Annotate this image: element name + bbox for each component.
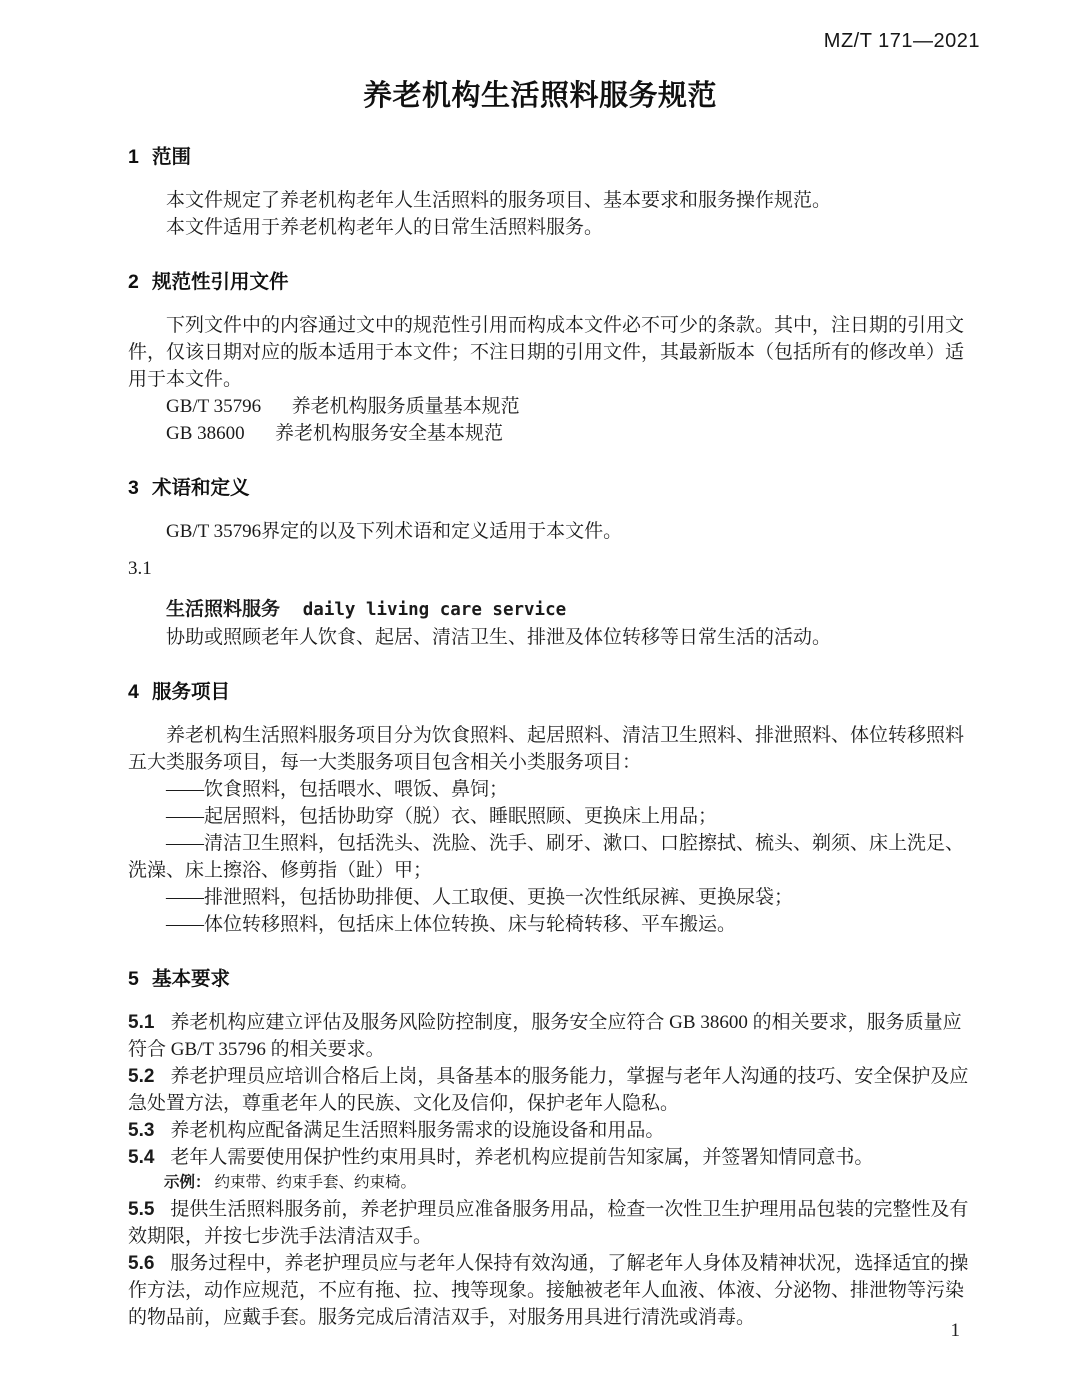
section-number: 2: [128, 271, 139, 293]
dash-list-item: ——起居照料，包括协助穿（脱）衣、睡眠照顾、更换床上用品；: [166, 806, 718, 827]
reference-item: [128, 393, 980, 420]
section-heading-text: 范围: [152, 146, 192, 168]
section-heading-text: 规范性引用文件: [152, 271, 289, 293]
dash-list-item: ——排泄照料，包括协助排便、人工取便、更换一次性纸尿裤、更换尿袋；: [166, 887, 794, 908]
clause: [128, 1196, 980, 1250]
section-number: 1: [128, 146, 139, 168]
example-text: 约束带、约束手套、约束椅。: [214, 1174, 417, 1191]
section-basic-requirements: [128, 966, 980, 1331]
section-terms-and-definitions: [128, 475, 980, 651]
section-heading: [128, 269, 980, 296]
dash-list-item: ——清洁卫生照料，包括洗头、洗脸、洗手、刷牙、漱口、口腔擦拭、梳头、剃须、床上洗足、洗澡、床上擦浴、修剪指（趾）甲；: [128, 833, 965, 881]
clause: [128, 1117, 980, 1144]
standard-code: MZ/T 171—2021: [823, 30, 980, 52]
clause-text: 服务过程中，养老护理员应与老年人保持有效沟通，了解老年人身体及精神状况，选择适宜的操作方法，动作应规范，不应有拖、拉、拽等现象。接触被老年人血液、体液、分泌物、排泄物等污染的物品前，应戴手套。服务完成后清洁双手，对服务用具进行清洗或消毒。: [128, 1253, 969, 1328]
clause-number: 5.2: [128, 1066, 155, 1087]
section-heading: [128, 144, 980, 171]
section-heading-text: 基本要求: [152, 968, 231, 990]
reference-title: 养老机构服务安全基本规范: [275, 423, 504, 444]
clause-number: 5.5: [128, 1199, 155, 1220]
term-clause-number: 3.1: [128, 558, 152, 579]
example-note: [128, 1172, 980, 1194]
term-definition: 协助或照顾老年人饮食、起居、清洁卫生、排泄及体位转移等日常生活的活动。: [166, 627, 832, 648]
section-heading-text: 术语和定义: [152, 477, 250, 499]
clause-text: 提供生活照料服务前，养老护理员应准备服务用品，检查一次性卫生护理用品包装的完整性及有效期限，并按七步洗手法清洁双手。: [128, 1199, 969, 1247]
reference-title: 养老机构服务质量基本规范: [291, 396, 520, 417]
clause-number: 5.1: [128, 1012, 155, 1033]
section-heading: [128, 966, 980, 993]
reference-code: GB 38600: [166, 423, 245, 444]
paragraph: 下列文件中的内容通过文中的规范性引用而构成本文件必不可少的条款。其中，注日期的引用文件，仅该日期对应的版本适用于本文件；不注日期的引用文件，其最新版本（包括所有的修改单）适用于本文件。: [128, 315, 965, 390]
section-scope: [128, 144, 980, 241]
section-heading: [128, 679, 980, 706]
clause-text: 老年人需要使用保护性约束用具时，养老机构应提前告知家属，并签署知情同意书。: [170, 1147, 874, 1168]
section-number: 3: [128, 477, 139, 499]
document-body: [0, 144, 1080, 1331]
term-name-zh: 生活照料服务: [166, 599, 281, 620]
example-label: 示例：: [164, 1174, 211, 1191]
section-number: 5: [128, 968, 139, 990]
clause: [128, 1063, 980, 1117]
section-heading-text: 服务项目: [152, 681, 231, 703]
section-service-items: [128, 679, 980, 938]
paragraph: 养老机构生活照料服务项目分为饮食照料、起居照料、清洁卫生照料、排泄照料、体位转移照料五大类服务项目，每一大类服务项目包含相关小类服务项目：: [128, 725, 965, 773]
dash-list-item: ——体位转移照料，包括床上体位转换、床与轮椅转移、平车搬运。: [166, 914, 737, 935]
reference-code: GB/T 35796: [166, 396, 262, 417]
paragraph: 本文件规定了养老机构老年人生活照料的服务项目、基本要求和服务操作规范。: [166, 190, 832, 211]
clause-number: 5.3: [128, 1120, 155, 1141]
section-heading: [128, 475, 980, 502]
clause: [128, 1009, 980, 1063]
section-number: 4: [128, 681, 139, 703]
document-title: 养老机构生活照料服务规范: [362, 80, 717, 112]
term-name: [128, 596, 980, 624]
paragraph: 本文件适用于养老机构老年人的日常生活照料服务。: [166, 217, 604, 238]
clause: [128, 1144, 980, 1171]
section-normative-references: [128, 269, 980, 447]
clause-text: 养老护理员应培训合格后上岗，具备基本的服务能力，掌握与老年人沟通的技巧、安全保护及应急处置方法，尊重老年人的民族、文化及信仰，保护老年人隐私。: [128, 1066, 969, 1114]
clause-text: 养老机构应建立评估及服务风险防控制度，服务安全应符合 GB 38600 的相关要求，服务质量应符合 GB/T 35796 的相关要求。: [128, 1012, 962, 1060]
dash-list-item: ——饮食照料，包括喂水、喂饭、鼻饲；: [166, 779, 509, 800]
clause-text: 养老机构应配备满足生活照料服务需求的设施设备和用品。: [170, 1120, 665, 1141]
term-name-en: daily living care service: [302, 600, 567, 620]
clause-number: 5.4: [128, 1147, 155, 1168]
page-number: 1: [950, 1320, 960, 1341]
paragraph: GB/T 35796界定的以及下列术语和定义适用于本文件。: [166, 521, 623, 542]
clause: [128, 1250, 980, 1331]
clause-number: 5.6: [128, 1253, 155, 1274]
reference-item: [128, 420, 980, 447]
